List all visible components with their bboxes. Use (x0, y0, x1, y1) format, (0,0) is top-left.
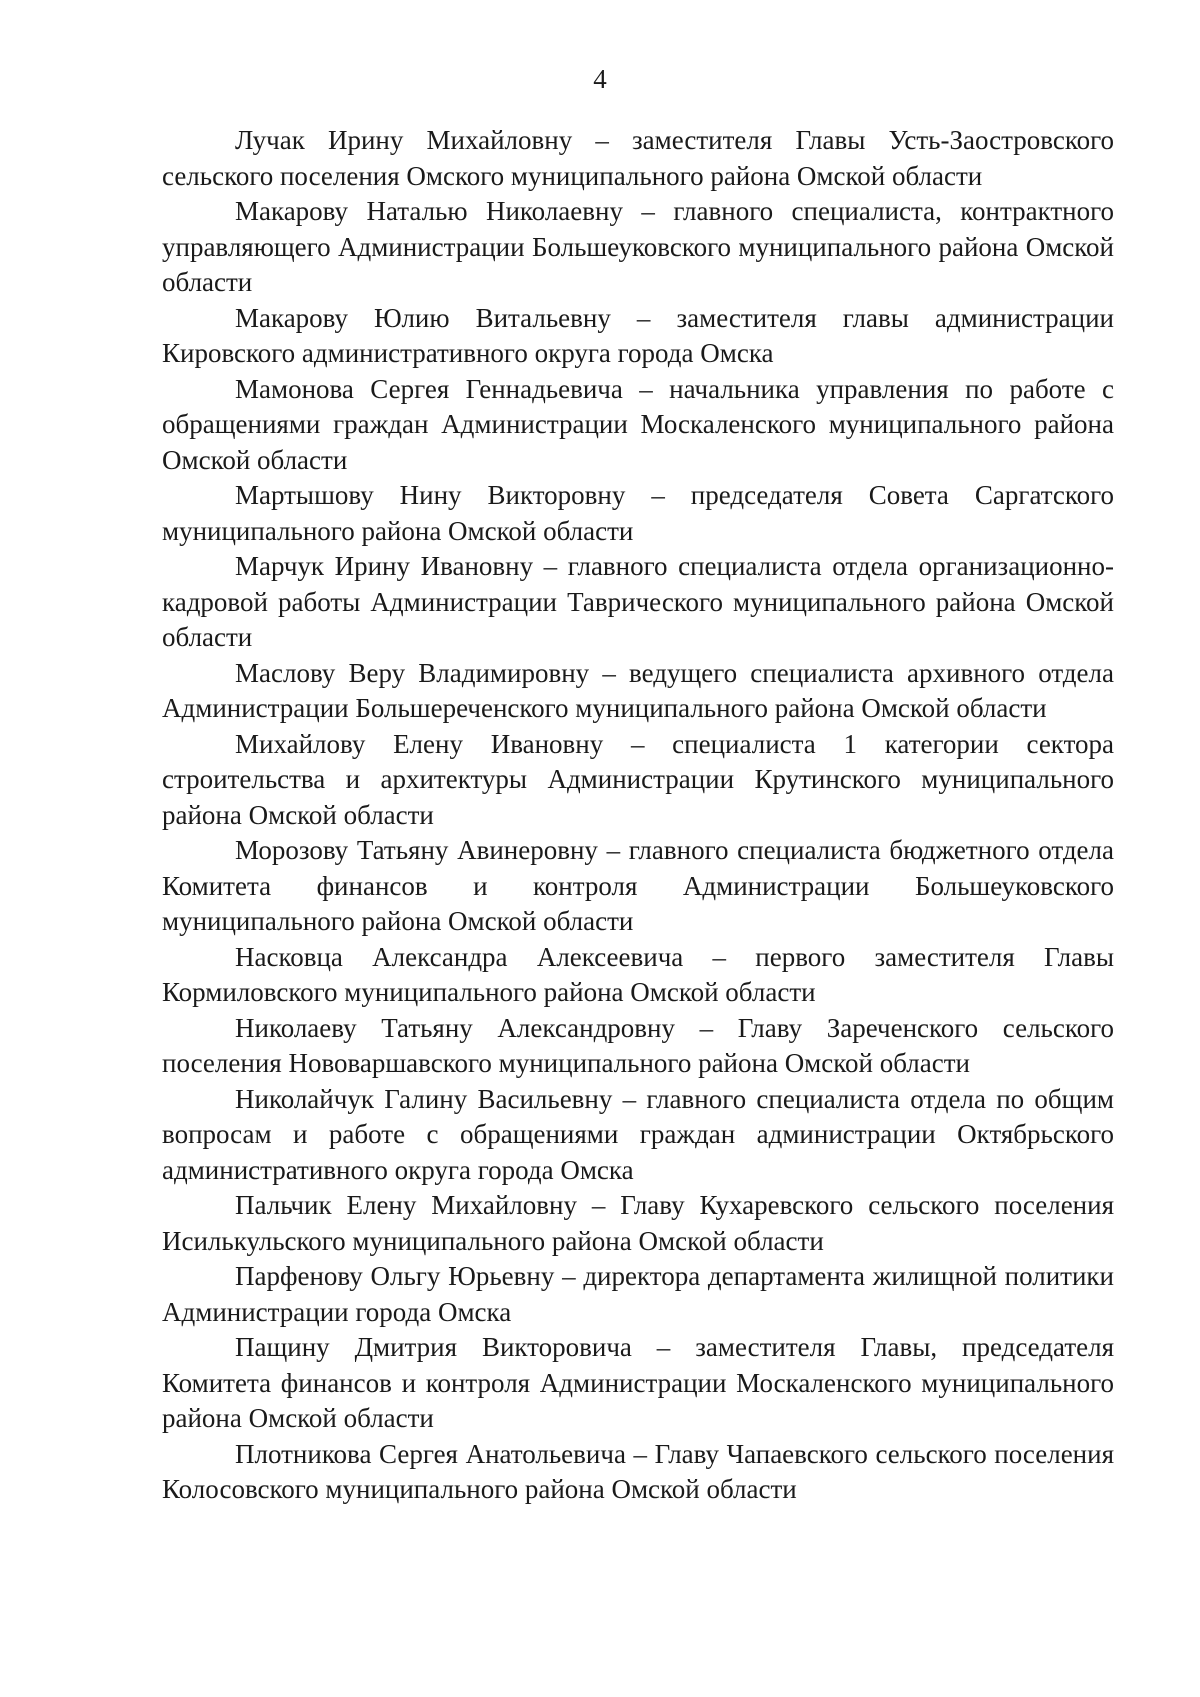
list-entry: Морозову Татьяну Авинеровну – главного специалиста бюджетного отдела Комитета финансов и контроля Администрации Большеуковского муниципального района Омской области (162, 835, 1114, 936)
page-number: 4 (593, 64, 607, 94)
list-entry: Марчук Ирину Ивановну – главного специалиста отдела организационно-кадровой работы Администрации Таврического муниципального района Омской области (162, 551, 1114, 652)
list-entry: Мартышову Нину Викторовну – председателя Совета Саргатского муниципального района Омской области (162, 480, 1114, 546)
list-entry: Михайлову Елену Ивановну – специалиста 1 категории сектора строительства и архитектуры Администрации Крутинского муниципального района Омской области (162, 728, 1114, 830)
list-entry: Макарову Наталью Николаевну – главного специалиста, контрактного управляющего Администрации Большеуковского муниципального района Омской области (162, 196, 1114, 297)
list-entry: Николаеву Татьяну Александровну – Главу Зареченского сельского поселения Нововаршавского муниципального района Омской области (162, 1012, 1114, 1078)
list-entry: Маслову Веру Владимировну – ведущего специалиста архивного отдела Администрации Большереченского муниципального района Омской области (162, 657, 1114, 723)
awardee-list (162, 123, 1114, 1508)
list-entry: Пащину Дмитрия Викторовича – заместителя Главы, председателя Комитета финансов и контроля Администрации Москаленского муниципального района Омской области (162, 1332, 1114, 1433)
list-entry: Николайчук Галину Васильевну – главного специалиста отдела по общим вопросам и работе с обращениями граждан администрации Октябрьского административного округа города Омска (162, 1083, 1114, 1185)
list-entry: Плотникова Сергея Анатольевича – Главу Чапаевского сельского поселения Колосовского муниципального района Омской области (162, 1438, 1114, 1504)
list-entry: Парфенову Ольгу Юрьевну – директора департамента жилищной политики Администрации города Омска (162, 1261, 1114, 1327)
list-entry: Макарову Юлию Витальевну – заместителя главы администрации Кировского административного округа города Омска (162, 302, 1114, 368)
list-entry: Лучак Ирину Михайловну – заместителя Главы Усть-Заостровского сельского поселения Омского муниципального района Омской области (162, 125, 1114, 191)
list-entry: Мамонова Сергея Геннадьевича – начальника управления по работе с обращениями граждан Администрации Москаленского муниципального района Омской области (162, 373, 1114, 475)
list-entry: Насковца Александра Алексеевича – первого заместителя Главы Кормиловского муниципального района Омской области (162, 941, 1114, 1007)
list-entry: Пальчик Елену Михайловну – Главу Кухаревского сельского поселения Исилькульского муниципального района Омской области (162, 1190, 1114, 1256)
